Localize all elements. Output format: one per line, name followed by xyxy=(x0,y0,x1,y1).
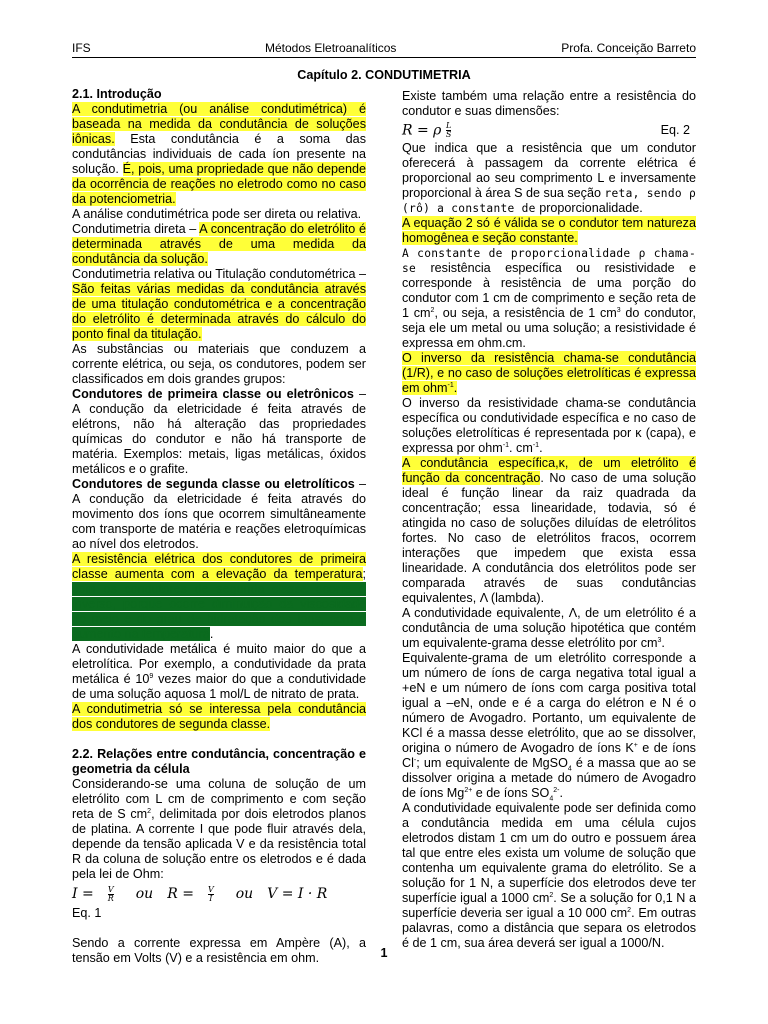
right-column xyxy=(402,89,696,951)
section-heading-intro: 2.1. Introdução xyxy=(72,87,162,101)
paragraph: O inverso da resistência chama-se condutância (1/R), e no caso de soluções eletrolíticas é expressa em ohm$^{-1}$. xyxy=(402,351,696,395)
section-heading-relations: 2.2. Relações entre condutância, concentração e geometria da célula xyxy=(72,747,366,776)
paragraph: A condutividade equivalente pode ser definida como a condutância medida em uma célula cujos eletrodos distam 1 cm um do outro e possuem área tal que entre eles exista um volume de solução que contenha um equivalente grama do eletrólito. Se a solução for 1 N, a superfície dos eletrodos deve ter superfície igual a 1000 $cm^2$. Se a solução for 0,1 N a superfície deveria ser igual a 10 000 $cm^2$. Em outras palavras, como a distância que separa os eletrodos é de 1 cm, sua área deverá ser igual a 1000/N. xyxy=(402,801,696,950)
paragraph: A condutância específica,κ, de um eletrólito é função da concentração. No caso de uma solução ideal é função linear da raiz quadrada da concentração; essa linearidade, todavia, só é atingida no caso de soluções diluídas de eletrólitos fortes. No caso de eletrólitos fracos, ocorrem interações que impedem que exista essa linearidade. A condutância dos eletrólitos pode ser comparada através de suas condutâncias equivalentes, Λ (lambda). xyxy=(402,456,696,605)
ohm-law-equation: I = $\frac{V}{R}$ ou R = $\frac{V}{I}$ ou V = I · R xyxy=(72,884,328,903)
paragraph: Condutimetria relativa ou Titulação condutométrica – São feitas várias medidas da condutância através de uma titulação condutométrica e a concentração do eletrólito é determinada através do cálculo do ponto final da titulação. xyxy=(72,267,367,341)
paragraph: Considerando-se uma coluna de solução de um eletrólito com L cm de comprimento e com seção reta de S $cm^2$, delimitada por dois eletrodos planos de platina. A corrente I que pode fluir através dela, depende da tensão aplicada V e da resistência total R da coluna de solução entre os eletrodos e é dada pela lei de Ohm: xyxy=(72,777,366,881)
paragraph: A equação 2 só é válida se o condutor tem natureza homogênea e seção constante. xyxy=(402,216,696,245)
paragraph: A condutimetria só se interessa pela condutância dos condutores de segunda classe. xyxy=(72,702,366,731)
paragraph: As substâncias ou materiais que conduzem a corrente elétrica, ou seja, os condutores, podem ser classificados em dois grandes grupos: xyxy=(72,342,366,386)
paragraph: Equivalente-grama de um eletrólito corresponde a um número de íons de carga negativa total igual a +eN e um número de íons com carga positiva total igual a –eN, onde e é a carga do elétron e N é o número de Avogadro. Portanto, um equivalente de KCl é a massa desse eletrólito, que ao se dissolver, origina o número de Avogadro de íons K+ e de íons Cl-; um equivalente de MgSO$_4$ é a massa que ao se dissolver origina a metade do número de Avogadro de íons $Mg^{2+}$ e de íons $SO_4^{2-}$. xyxy=(402,651,696,803)
paragraph: Que indica que a resistência que um condutor oferecerá à passagem da corrente elétrica é proporcional ao seu comprimento L e inversamente proporcional à área S de sua seção reta, sendo ρ (rô) a constante de proporcionalidade. xyxy=(402,141,696,215)
paragraph: A constante de proporcionalidade ρ chama-se resistência específica ou resistividade e corresponde à resistência de uma porção do condutor com 1 cm de comprimento e seção reta de 1 $cm^2$, ou seja, a resistência de 1 $cm^3$ do condutor, seja ele um metal ou uma solução; a resistividade é expressa em ohm.cm. xyxy=(402,247,696,350)
paragraph: A condutividade equivalente, Λ, de um eletrólito é a condutância de uma solução hipotética que contém um equivalente-grama desse eletrólito por $cm^3$. xyxy=(402,606,696,650)
paragraph: A condutimetria (ou análise condutimétrica) é baseada na medida da condutância de soluções iônicas. Esta condutância é a soma das condutâncias individuais de cada íon presente na solução. É, pois, uma propriedade que não depende da ocorrência de reações no eletrodo como no caso da potenciometria. xyxy=(72,102,367,206)
equation-label: Eq. 2 xyxy=(660,122,690,137)
paragraph: A condutividade metálica é muito maior do que a eletrolítica. Por exemplo, a condutividade da prata metálica é $10^9$ vezes maior do que a condutividade de uma solução aquosa 1 mol/L de nitrato de prata. xyxy=(72,642,366,701)
header-left: IFS xyxy=(72,41,91,55)
paragraph: Condutimetria direta – A concentração do eletrólito é determinada através de uma medida da condutância da solução. xyxy=(72,222,366,266)
equation-label: Eq. 1 xyxy=(72,906,102,920)
header-right: Profa. Conceição Barreto xyxy=(561,41,696,55)
paragraph: Condutores de segunda classe ou eletrolíticos – A condução da eletricidade é feita através do movimento dos íons que ocorrem simultâneamente com transporte de matéria e reações eletroquímicas ao nível dos eletrodos. xyxy=(72,477,366,551)
paragraph: Sendo a corrente expressa em Ampère (A), a tensão em Volts (V) e a resistência em ohm. xyxy=(72,936,366,965)
paragraph: A resistência elétrica dos condutores de primeira classe aumenta com a elevação da temperatura; com os condutores de segunda classe ocorre o inverso, porque ocorre diminuição da viscosidade do meio e do grau de hidratação dos íons, com o aumento na temperatura. xyxy=(72,552,366,641)
paragraph: Condutores de primeira classe ou eletrônicos – A condução da eletricidade é feita através de elétrons, não há alteração das propriedades químicas do condutor e não há transporte de matéria. Exemplos: metais, ligas metálicas, óxidos metálicos e o grafite. xyxy=(72,387,366,476)
header-center: Métodos Eletroanalíticos xyxy=(265,41,397,55)
paragraph: A análise condutimétrica pode ser direta ou relativa. xyxy=(72,207,362,221)
paragraph: O inverso da resistividade chama-se condutância específica ou condutividade específica e no caso de soluções eletrolíticas é representada por κ (capa), e expressa por ohm$^{-1}$. $cm^{-1}$. xyxy=(402,396,696,455)
paragraph: Existe também uma relação entre a resistência do condutor e suas dimensões: xyxy=(402,89,696,118)
left-column xyxy=(72,87,366,966)
page-header xyxy=(72,41,696,58)
page-number: 1 xyxy=(380,946,388,960)
resistance-equation: R = ρ $\frac{L}{S}$ Eq. 2 xyxy=(402,119,696,141)
chapter-title: Capítulo 2. CONDUTIMETRIA xyxy=(297,68,471,82)
